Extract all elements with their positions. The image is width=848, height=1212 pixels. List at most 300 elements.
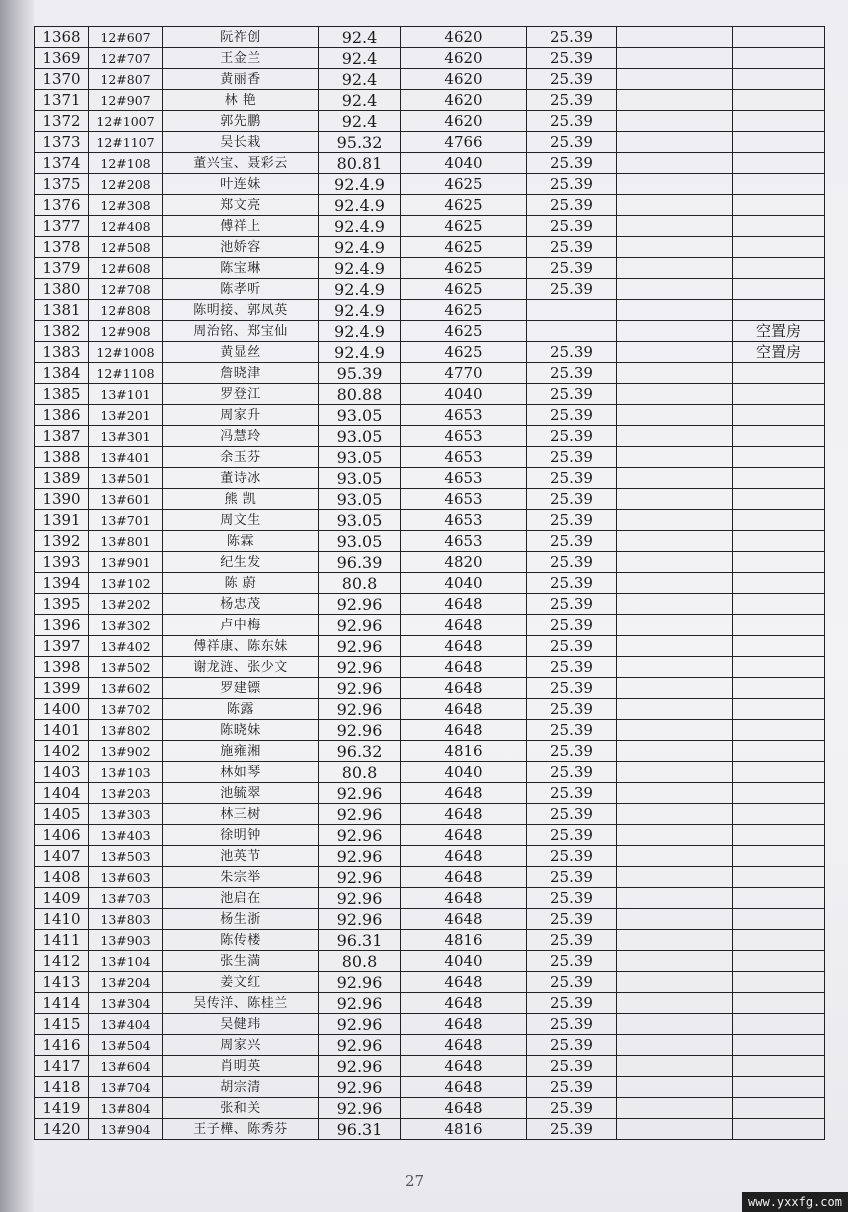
amount-cell: 4648 — [401, 1077, 527, 1098]
unit-price-cell: 25.39 — [527, 258, 617, 279]
area-cell: 92.4.9 — [319, 237, 401, 258]
unit-price-cell: 25.39 — [527, 111, 617, 132]
unit-price-cell — [527, 300, 617, 321]
amount-cell: 4648 — [401, 867, 527, 888]
area-cell: 93.05 — [319, 426, 401, 447]
owner-name-cell: 吴健玮 — [163, 1014, 319, 1035]
room-number-cell: 12#1008 — [89, 342, 163, 363]
room-number-cell: 12#807 — [89, 69, 163, 90]
owner-name-cell: 周文生 — [163, 510, 319, 531]
note-cell — [733, 1098, 825, 1119]
blank-cell — [617, 300, 733, 321]
owner-name-cell: 池启在 — [163, 888, 319, 909]
table-row — [35, 951, 825, 972]
room-number-cell: 13#102 — [89, 573, 163, 594]
seq-cell: 1386 — [35, 405, 89, 426]
table-row — [35, 720, 825, 741]
table-row — [35, 615, 825, 636]
blank-cell — [617, 1056, 733, 1077]
blank-cell — [617, 741, 733, 762]
seq-cell: 1379 — [35, 258, 89, 279]
owner-name-cell: 罗登江 — [163, 384, 319, 405]
blank-cell — [617, 573, 733, 594]
owner-name-cell: 陈孝听 — [163, 279, 319, 300]
owner-name-cell: 肖明英 — [163, 1056, 319, 1077]
unit-price-cell: 25.39 — [527, 594, 617, 615]
unit-price-cell: 25.39 — [527, 762, 617, 783]
table-row — [35, 90, 825, 111]
seq-cell: 1370 — [35, 69, 89, 90]
note-cell — [733, 972, 825, 993]
room-number-cell: 13#302 — [89, 615, 163, 636]
amount-cell: 4653 — [401, 531, 527, 552]
note-cell — [733, 27, 825, 48]
note-cell — [733, 678, 825, 699]
blank-cell — [617, 930, 733, 951]
blank-cell — [617, 720, 733, 741]
amount-cell: 4625 — [401, 321, 527, 342]
seq-cell: 1394 — [35, 573, 89, 594]
amount-cell: 4816 — [401, 930, 527, 951]
area-cell: 92.96 — [319, 825, 401, 846]
unit-price-cell: 25.39 — [527, 384, 617, 405]
blank-cell — [617, 615, 733, 636]
note-cell — [733, 405, 825, 426]
blank-cell — [617, 258, 733, 279]
blank-cell — [617, 321, 733, 342]
unit-price-cell — [527, 321, 617, 342]
amount-cell: 4648 — [401, 993, 527, 1014]
owner-name-cell: 陈宝琳 — [163, 258, 319, 279]
blank-cell — [617, 888, 733, 909]
area-cell: 92.96 — [319, 615, 401, 636]
seq-cell: 1375 — [35, 174, 89, 195]
owner-name-cell: 杨忠茂 — [163, 594, 319, 615]
amount-cell: 4766 — [401, 132, 527, 153]
area-cell: 92.96 — [319, 804, 401, 825]
amount-cell: 4620 — [401, 27, 527, 48]
owner-name-cell: 陈明接、郭凤英 — [163, 300, 319, 321]
owner-name-cell: 陈霖 — [163, 531, 319, 552]
room-number-cell: 13#603 — [89, 867, 163, 888]
note-cell: 空置房 — [733, 342, 825, 363]
area-cell: 93.05 — [319, 489, 401, 510]
blank-cell — [617, 951, 733, 972]
area-cell: 92.96 — [319, 909, 401, 930]
room-number-cell: 13#804 — [89, 1098, 163, 1119]
seq-cell: 1373 — [35, 132, 89, 153]
amount-cell: 4648 — [401, 846, 527, 867]
table-row — [35, 846, 825, 867]
note-cell — [733, 846, 825, 867]
note-cell — [733, 510, 825, 531]
table-row — [35, 1119, 825, 1140]
room-number-cell: 12#1007 — [89, 111, 163, 132]
seq-cell: 1377 — [35, 216, 89, 237]
area-cell: 92.96 — [319, 657, 401, 678]
blank-cell — [617, 825, 733, 846]
owner-name-cell: 罗建镖 — [163, 678, 319, 699]
seq-cell: 1406 — [35, 825, 89, 846]
room-number-cell: 13#604 — [89, 1056, 163, 1077]
area-cell: 92.96 — [319, 888, 401, 909]
amount-cell: 4620 — [401, 111, 527, 132]
unit-price-cell: 25.39 — [527, 993, 617, 1014]
blank-cell — [617, 279, 733, 300]
table-row — [35, 321, 825, 342]
area-cell: 92.96 — [319, 678, 401, 699]
table-row — [35, 1014, 825, 1035]
amount-cell: 4648 — [401, 720, 527, 741]
unit-price-cell: 25.39 — [527, 27, 617, 48]
room-number-cell: 12#108 — [89, 153, 163, 174]
unit-price-cell: 25.39 — [527, 69, 617, 90]
seq-cell: 1404 — [35, 783, 89, 804]
seq-cell: 1371 — [35, 90, 89, 111]
table-row — [35, 657, 825, 678]
room-number-cell: 13#904 — [89, 1119, 163, 1140]
unit-price-cell: 25.39 — [527, 972, 617, 993]
blank-cell — [617, 993, 733, 1014]
seq-cell: 1402 — [35, 741, 89, 762]
note-cell — [733, 783, 825, 804]
amount-cell: 4648 — [401, 972, 527, 993]
owner-name-cell: 谢龙涟、张少文 — [163, 657, 319, 678]
unit-price-cell: 25.39 — [527, 90, 617, 111]
area-cell: 92.4.9 — [319, 279, 401, 300]
amount-cell: 4648 — [401, 615, 527, 636]
table-row — [35, 132, 825, 153]
table-row — [35, 867, 825, 888]
note-cell — [733, 552, 825, 573]
unit-price-cell: 25.39 — [527, 678, 617, 699]
room-number-cell: 13#402 — [89, 636, 163, 657]
seq-cell: 1417 — [35, 1056, 89, 1077]
unit-price-cell: 25.39 — [527, 636, 617, 657]
seq-cell: 1395 — [35, 594, 89, 615]
room-number-cell: 13#702 — [89, 699, 163, 720]
owner-name-cell: 吴长栽 — [163, 132, 319, 153]
owner-name-cell: 郭先鹏 — [163, 111, 319, 132]
amount-cell: 4648 — [401, 657, 527, 678]
room-number-cell: 12#508 — [89, 237, 163, 258]
unit-price-cell: 25.39 — [527, 552, 617, 573]
note-cell — [733, 636, 825, 657]
table-row — [35, 153, 825, 174]
table-row — [35, 531, 825, 552]
note-cell — [733, 279, 825, 300]
owner-name-cell: 周治铭、郑宝仙 — [163, 321, 319, 342]
seq-cell: 1420 — [35, 1119, 89, 1140]
note-cell — [733, 132, 825, 153]
area-cell: 92.4.9 — [319, 300, 401, 321]
note-cell — [733, 825, 825, 846]
site-watermark: www.yxxfg.com — [742, 1192, 848, 1212]
table-row — [35, 258, 825, 279]
amount-cell: 4040 — [401, 384, 527, 405]
table-row — [35, 384, 825, 405]
seq-cell: 1396 — [35, 615, 89, 636]
seq-cell: 1378 — [35, 237, 89, 258]
room-number-cell: 12#408 — [89, 216, 163, 237]
area-cell: 80.8 — [319, 762, 401, 783]
note-cell — [733, 195, 825, 216]
amount-cell: 4648 — [401, 1098, 527, 1119]
blank-cell — [617, 27, 733, 48]
note-cell — [733, 762, 825, 783]
room-number-cell: 13#902 — [89, 741, 163, 762]
seq-cell: 1384 — [35, 363, 89, 384]
seq-cell: 1381 — [35, 300, 89, 321]
room-number-cell: 13#404 — [89, 1014, 163, 1035]
table-row — [35, 447, 825, 468]
seq-cell: 1372 — [35, 111, 89, 132]
owner-name-cell: 冯慧玲 — [163, 426, 319, 447]
room-number-cell: 13#602 — [89, 678, 163, 699]
owner-name-cell: 董诗冰 — [163, 468, 319, 489]
table-row — [35, 1035, 825, 1056]
amount-cell: 4040 — [401, 762, 527, 783]
area-cell: 92.96 — [319, 636, 401, 657]
area-cell: 96.31 — [319, 1119, 401, 1140]
room-number-cell: 13#101 — [89, 384, 163, 405]
seq-cell: 1385 — [35, 384, 89, 405]
note-cell — [733, 111, 825, 132]
blank-cell — [617, 846, 733, 867]
room-number-cell: 13#504 — [89, 1035, 163, 1056]
blank-cell — [617, 636, 733, 657]
note-cell — [733, 1056, 825, 1077]
amount-cell: 4820 — [401, 552, 527, 573]
unit-price-cell: 25.39 — [527, 951, 617, 972]
unit-price-cell: 25.39 — [527, 489, 617, 510]
blank-cell — [617, 174, 733, 195]
room-number-cell: 12#907 — [89, 90, 163, 111]
note-cell — [733, 384, 825, 405]
area-cell: 92.96 — [319, 1014, 401, 1035]
unit-price-cell: 25.39 — [527, 930, 617, 951]
note-cell — [733, 741, 825, 762]
owner-name-cell: 郑文亮 — [163, 195, 319, 216]
seq-cell: 1409 — [35, 888, 89, 909]
note-cell — [733, 699, 825, 720]
owner-name-cell: 林如琴 — [163, 762, 319, 783]
amount-cell: 4040 — [401, 153, 527, 174]
amount-cell: 4620 — [401, 69, 527, 90]
blank-cell — [617, 153, 733, 174]
owner-name-cell: 施雍湘 — [163, 741, 319, 762]
table-row — [35, 699, 825, 720]
seq-cell: 1376 — [35, 195, 89, 216]
room-number-cell: 13#201 — [89, 405, 163, 426]
unit-price-cell: 25.39 — [527, 48, 617, 69]
table-row — [35, 636, 825, 657]
area-cell: 93.05 — [319, 405, 401, 426]
owner-name-cell: 朱宗举 — [163, 867, 319, 888]
room-number-cell: 12#707 — [89, 48, 163, 69]
page-number: 27 — [405, 1172, 425, 1190]
room-number-cell: 13#704 — [89, 1077, 163, 1098]
unit-price-cell: 25.39 — [527, 615, 617, 636]
amount-cell: 4648 — [401, 1056, 527, 1077]
unit-price-cell: 25.39 — [527, 909, 617, 930]
amount-cell: 4625 — [401, 237, 527, 258]
area-cell: 95.39 — [319, 363, 401, 384]
owner-name-cell: 阮祚创 — [163, 27, 319, 48]
unit-price-cell: 25.39 — [527, 531, 617, 552]
seq-cell: 1387 — [35, 426, 89, 447]
amount-cell: 4653 — [401, 447, 527, 468]
note-cell — [733, 804, 825, 825]
unit-price-cell: 25.39 — [527, 783, 617, 804]
amount-cell: 4648 — [401, 888, 527, 909]
seq-cell: 1388 — [35, 447, 89, 468]
table-row — [35, 405, 825, 426]
unit-price-cell: 25.39 — [527, 279, 617, 300]
seq-cell: 1418 — [35, 1077, 89, 1098]
blank-cell — [617, 1119, 733, 1140]
area-cell: 92.96 — [319, 720, 401, 741]
room-number-cell: 13#803 — [89, 909, 163, 930]
seq-cell: 1401 — [35, 720, 89, 741]
unit-price-cell: 25.39 — [527, 1035, 617, 1056]
seq-cell: 1400 — [35, 699, 89, 720]
unit-price-cell: 25.39 — [527, 846, 617, 867]
room-number-cell: 13#601 — [89, 489, 163, 510]
seq-cell: 1410 — [35, 909, 89, 930]
table-row — [35, 783, 825, 804]
room-number-cell: 12#607 — [89, 27, 163, 48]
table-row — [35, 195, 825, 216]
seq-cell: 1405 — [35, 804, 89, 825]
room-number-cell: 12#608 — [89, 258, 163, 279]
amount-cell: 4648 — [401, 783, 527, 804]
blank-cell — [617, 426, 733, 447]
seq-cell: 1414 — [35, 993, 89, 1014]
owner-name-cell: 林 艳 — [163, 90, 319, 111]
blank-cell — [617, 867, 733, 888]
blank-cell — [617, 804, 733, 825]
area-cell: 92.4.9 — [319, 216, 401, 237]
blank-cell — [617, 195, 733, 216]
room-number-cell: 13#503 — [89, 846, 163, 867]
table-row — [35, 741, 825, 762]
amount-cell: 4648 — [401, 825, 527, 846]
blank-cell — [617, 342, 733, 363]
amount-cell: 4653 — [401, 426, 527, 447]
unit-price-cell: 25.39 — [527, 720, 617, 741]
area-cell: 80.8 — [319, 951, 401, 972]
blank-cell — [617, 1035, 733, 1056]
room-number-cell: 13#801 — [89, 531, 163, 552]
owner-name-cell: 傅祥康、陈东妹 — [163, 636, 319, 657]
unit-price-cell: 25.39 — [527, 174, 617, 195]
table-row — [35, 69, 825, 90]
note-cell — [733, 237, 825, 258]
area-cell: 92.96 — [319, 993, 401, 1014]
area-cell: 92.96 — [319, 846, 401, 867]
amount-cell: 4816 — [401, 1119, 527, 1140]
area-cell: 80.81 — [319, 153, 401, 174]
note-cell — [733, 447, 825, 468]
owner-name-cell: 池娇容 — [163, 237, 319, 258]
room-number-cell: 13#802 — [89, 720, 163, 741]
table-row — [35, 972, 825, 993]
owner-name-cell: 胡宗清 — [163, 1077, 319, 1098]
owner-name-cell: 黄丽香 — [163, 69, 319, 90]
note-cell — [733, 951, 825, 972]
seq-cell: 1413 — [35, 972, 89, 993]
unit-price-cell: 25.39 — [527, 1098, 617, 1119]
owner-name-cell: 熊 凯 — [163, 489, 319, 510]
owner-name-cell: 周家升 — [163, 405, 319, 426]
seq-cell: 1397 — [35, 636, 89, 657]
note-cell — [733, 615, 825, 636]
blank-cell — [617, 405, 733, 426]
amount-cell: 4625 — [401, 195, 527, 216]
note-cell — [733, 174, 825, 195]
area-cell: 92.96 — [319, 1077, 401, 1098]
unit-price-cell: 25.39 — [527, 132, 617, 153]
area-cell: 80.88 — [319, 384, 401, 405]
unit-price-cell: 25.39 — [527, 825, 617, 846]
unit-price-cell: 25.39 — [527, 867, 617, 888]
blank-cell — [617, 363, 733, 384]
amount-cell: 4625 — [401, 279, 527, 300]
blank-cell — [617, 972, 733, 993]
blank-cell — [617, 1077, 733, 1098]
area-cell: 92.4 — [319, 69, 401, 90]
area-cell: 96.32 — [319, 741, 401, 762]
table-row — [35, 468, 825, 489]
note-cell — [733, 531, 825, 552]
blank-cell — [617, 510, 733, 531]
amount-cell: 4620 — [401, 90, 527, 111]
area-cell: 92.4 — [319, 27, 401, 48]
table-row — [35, 678, 825, 699]
seq-cell: 1390 — [35, 489, 89, 510]
seq-cell: 1368 — [35, 27, 89, 48]
amount-cell: 4648 — [401, 909, 527, 930]
owner-name-cell: 王子樺、陈秀芬 — [163, 1119, 319, 1140]
table-row — [35, 426, 825, 447]
room-number-cell: 12#1107 — [89, 132, 163, 153]
note-cell — [733, 1077, 825, 1098]
blank-cell — [617, 1098, 733, 1119]
note-cell — [733, 720, 825, 741]
blank-cell — [617, 594, 733, 615]
unit-price-cell: 25.39 — [527, 153, 617, 174]
owner-name-cell: 杨生浙 — [163, 909, 319, 930]
unit-price-cell: 25.39 — [527, 573, 617, 594]
blank-cell — [617, 489, 733, 510]
area-cell: 93.05 — [319, 531, 401, 552]
note-cell — [733, 90, 825, 111]
housing-fee-table — [34, 26, 825, 1140]
amount-cell: 4653 — [401, 405, 527, 426]
table-row — [35, 1077, 825, 1098]
table-body — [35, 27, 825, 1140]
unit-price-cell: 25.39 — [527, 699, 617, 720]
area-cell: 96.39 — [319, 552, 401, 573]
area-cell: 92.4.9 — [319, 342, 401, 363]
owner-name-cell: 姜文红 — [163, 972, 319, 993]
seq-cell: 1398 — [35, 657, 89, 678]
table-row — [35, 174, 825, 195]
seq-cell: 1383 — [35, 342, 89, 363]
owner-name-cell: 吴传洋、陈桂兰 — [163, 993, 319, 1014]
room-number-cell: 13#104 — [89, 951, 163, 972]
